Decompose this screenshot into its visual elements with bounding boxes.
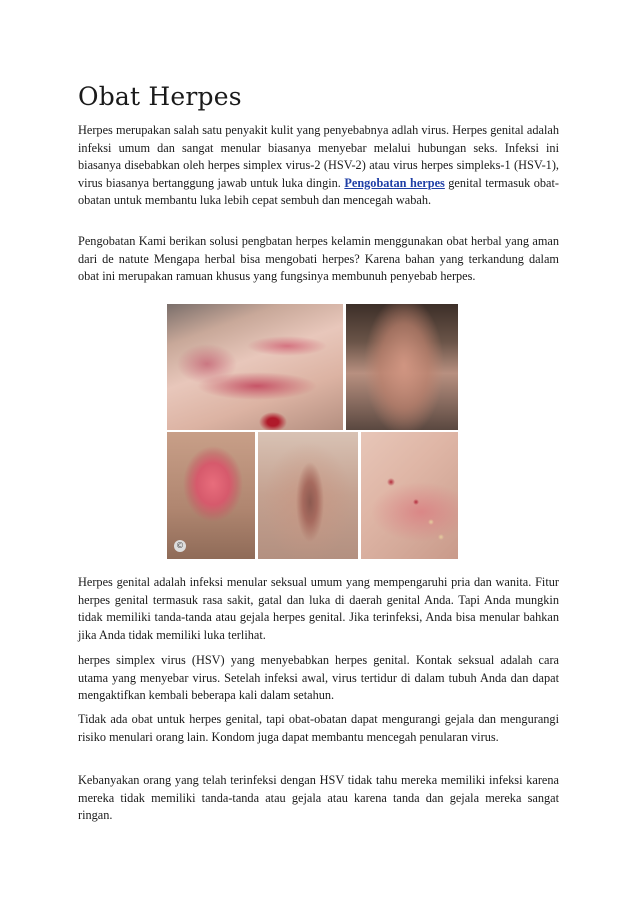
photo-blister-cluster bbox=[361, 432, 458, 559]
pengobatan-herpes-link[interactable]: Pengobatan herpes bbox=[344, 175, 445, 190]
photo-genital-lesion-male bbox=[346, 304, 458, 430]
paragraph-no-cure: Tidak ada obat untuk herpes genital, tapi obat-obatan dapat mengurangi gejala dan mengurangi risiko menulari orang lain. Kondom juga dapat membantu mencegah penularan virus. bbox=[78, 712, 559, 744]
copyright-mark: © bbox=[176, 541, 184, 550]
photo-skin-rash bbox=[167, 304, 343, 430]
paragraph-intro-text: Herpes merupakan salah satu penyakit kulit yang penyebabnya adlah virus. Herpes genital adalah infeksi umum dan sangat menular biasanya menyebar melalui hubungan seks. Infeksi ini biasanya disebabkan oleh herpes simplex virus-2 (HSV-2) atau virus herpes simpleks-1 (HSV-1), virus biasanya bertanggung jawab untuk luka dingin. bbox=[78, 123, 559, 190]
paragraph-intro bbox=[78, 122, 559, 210]
paragraph-genital-herpes: Herpes genital adalah infeksi menular seksual umum yang mempengaruhi pria dan wanita. Fitur herpes genital termasuk rasa sakit, gatal dan luka di daerah genital Anda. Tapi Anda mungkin tidak memiliki tanda-tanda atau gejala herpes genital. Jika terinfeksi, Anda bisa menular bahkan jika Anda tidak memiliki luka terlihat. bbox=[78, 575, 559, 642]
paragraph-intro-text-end: genital termasuk obat-obatan untuk membantu luka lebih cepat sembuh dan mencegah wabah. bbox=[78, 175, 560, 208]
page-title: Obat Herpes bbox=[78, 82, 242, 111]
photo-genital-lesion-female bbox=[258, 432, 358, 559]
herpes-photo-collage bbox=[167, 304, 458, 559]
paragraph-hsv: herpes simplex virus (HSV) yang menyebabkan herpes genital. Kontak seksual adalah cara utama yang menyebar virus. Setelah infeksi awal, virus tertidur di dalam tubuh Anda dan dapat mengaktifkan kembali beberapa kali dalam setahun. bbox=[78, 653, 559, 703]
photo-genital-sores bbox=[167, 432, 255, 559]
paragraph-asymptomatic: Kebanyakan orang yang telah terinfeksi dengan HSV tidak tahu mereka memiliki infeksi karena mereka tidak memiliki tanda-tanda atau gejala atau karena tanda dan gejala mereka sangat ringan. bbox=[78, 773, 559, 823]
paragraph-treatment: Pengobatan Kami berikan solusi pengbatan herpes kelamin menggunakan obat herbal yang aman dari de natute Mengapa herbal bisa mengobati herpes? Karena bahan yang terkandung dalam obat ini merupakan ramuan khusus yang fungsinya membunuh penyebab herpes. bbox=[78, 234, 559, 284]
